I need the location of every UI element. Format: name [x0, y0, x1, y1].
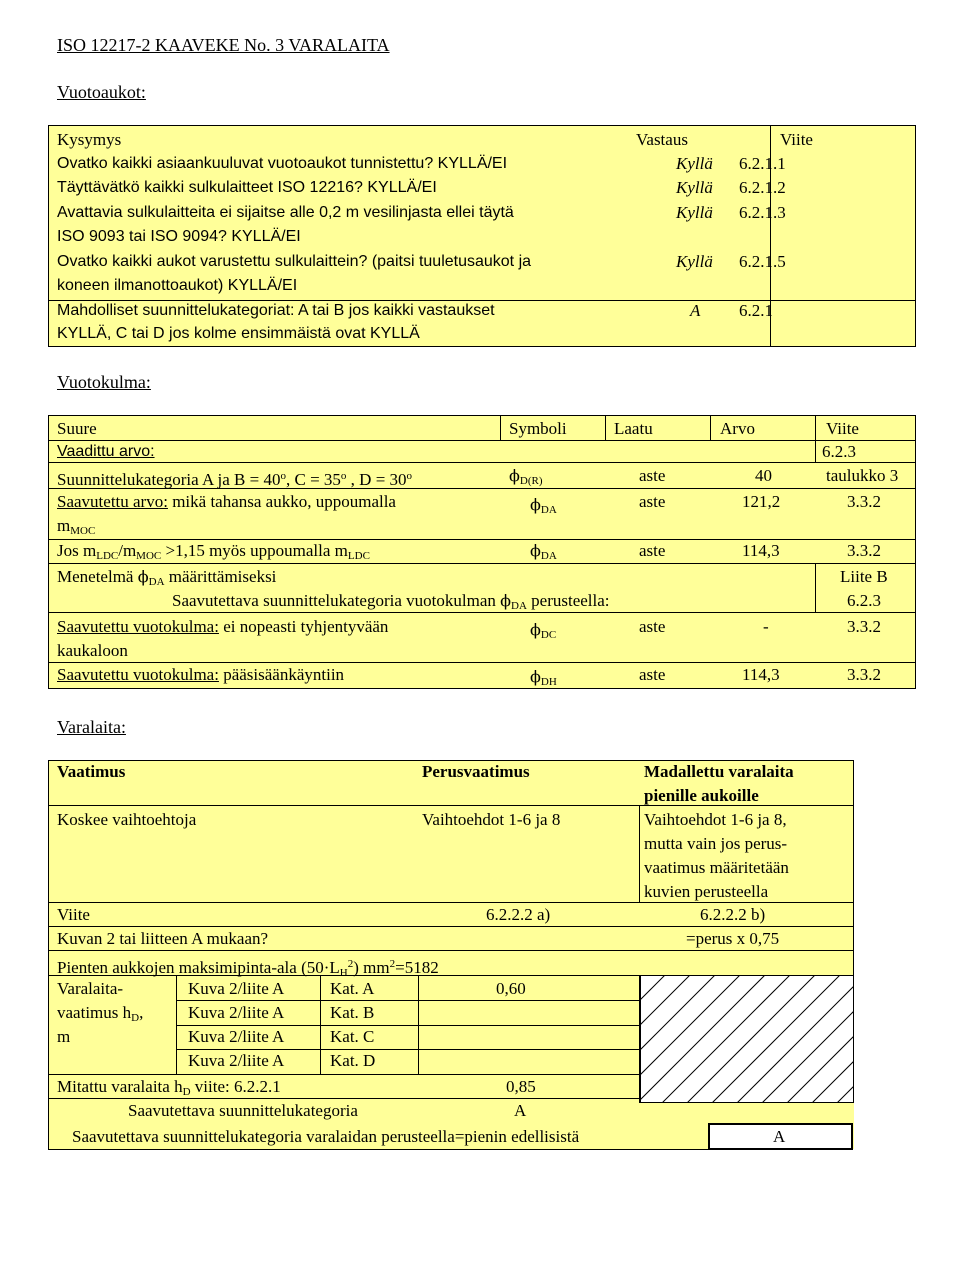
saavutettu-arvo-label: Saavutettu arvo: mikä tahansa aukko, uppoumalla — [57, 492, 396, 511]
kuva-kat-a: Kat. A — [330, 979, 375, 998]
dh-label: Saavutettu vuotokulma: pääsisäänkäyntiin — [57, 665, 345, 684]
ref-1: 6.2.1.1 — [739, 154, 786, 173]
symbol-phi-dh: $\phi_{DH}$ — [530, 667, 557, 688]
saavutettava-value: A — [514, 1101, 527, 1120]
answer-2: Kyllä — [676, 178, 713, 197]
header-vastaus: Vastaus — [636, 130, 688, 149]
vaadittu-arvo-ref: 6.2.3 — [822, 442, 856, 461]
vk-line-1 — [48, 462, 916, 463]
unit-r2: aste — [639, 466, 666, 485]
ref-r2: taulukko 3 — [826, 466, 899, 485]
koskee-label: Koskee vaihtoehtoja — [57, 810, 197, 829]
question-5-line2: KYLLÄ, C tai D jos kolme ensimmäistä ovat KYLLÄ — [57, 325, 420, 342]
ref-r7: 3.3.2 — [847, 617, 881, 636]
vk-line-6 — [48, 662, 916, 663]
dc-label2: kaukaloon — [57, 641, 128, 660]
menetelma-ref: Liite B — [840, 567, 888, 586]
vk-r5-div — [815, 563, 816, 612]
header-symboli: Symboli — [509, 419, 567, 438]
kuva-ref-4: Kuva 2/liite A — [188, 1051, 285, 1070]
vk-hdr-div1 — [500, 415, 501, 440]
ref-r8: 3.3.2 — [847, 665, 881, 684]
kuva-kat-d: Kat. D — [330, 1051, 376, 1070]
question-1: Ovatko kaikki asiaankuuluvat vuotoaukot tunnistettu? KYLLÄ/EI — [57, 155, 508, 172]
mitattu-value: 0,85 — [506, 1077, 536, 1096]
kuva-ref-2: Kuva 2/liite A — [188, 1003, 285, 1022]
req-label-3: m — [57, 1027, 71, 1046]
koskee-basic: Vaihtoehdot 1-6 ja 8 — [422, 810, 561, 829]
header-madallettu-2: pienille aukoille — [644, 786, 759, 805]
symbol-phi-da: $\phi_{DA}$ — [530, 495, 557, 516]
final-category-value: A — [773, 1127, 786, 1146]
kuvan-reduced: =perus x 0,75 — [686, 929, 780, 948]
symbol-phi-dc: $\phi_{DC}$ — [530, 620, 557, 641]
symbol-phi-da-2: $\phi_{DA}$ — [530, 541, 557, 562]
kuva-ref-1: Kuva 2/liite A — [188, 979, 285, 998]
answer-4: Kyllä — [676, 252, 713, 271]
header-suure: Suure — [57, 419, 97, 438]
answer-1: Kyllä — [676, 154, 713, 173]
saavutettu-arvo-label2: $m_{MOC}$ — [57, 516, 96, 537]
achievable-category-ref: 6.2.3 — [847, 591, 881, 610]
question-4-line2: koneen ilmanottoaukot) KYLLÄ/EI — [57, 277, 298, 294]
varalaita-heading: Varalaita: — [57, 717, 126, 737]
ref-3: 6.2.1.3 — [739, 203, 786, 222]
kuva-kat-c: Kat. C — [330, 1027, 375, 1046]
question-3-line1: Avattavia sulkulaitteita ei sijaitse alle 0,2 m vesilinjasta ellei täytä — [57, 204, 514, 221]
kuva-line-4 — [48, 1074, 640, 1075]
req-label-1: Varalaita- — [57, 979, 124, 998]
vl-left — [48, 805, 49, 1103]
unit-r8: aste — [639, 665, 666, 684]
unit-r3: aste — [639, 492, 666, 511]
kuva-val-a: 0,60 — [496, 979, 526, 998]
vl-right-2 — [853, 902, 854, 975]
page-title: ISO 12217-2 KAAVEKE No. 3 VARALAITA — [57, 35, 390, 55]
vuotoaukot-heading: Vuotoaukot: — [57, 82, 146, 102]
pienten-label: Pienten aukkojen maksimipinta-ala $(50\cdot L_H^2)$ $mm^2=5182$ — [57, 958, 439, 979]
vl-right-hdr — [853, 760, 854, 805]
vuotokulma-heading: Vuotokulma: — [57, 372, 151, 392]
kuva-ref-3: Kuva 2/liite A — [188, 1027, 285, 1046]
vaadittu-arvo-label: Vaadittu arvo: — [57, 443, 155, 460]
koskee-reduced-1: Vaihtoehdot 1-6 ja 8, — [644, 810, 787, 829]
vl-left-hdr — [48, 760, 49, 805]
value-r3: 121,2 — [742, 492, 781, 511]
value-r4: 114,3 — [742, 541, 780, 560]
design-category-label: Suunnittelukategoria A ja $B = 40^o$, $C = 35^o$ , $D = 30^o$ — [57, 470, 413, 489]
header-laatu: Laatu — [614, 419, 653, 438]
koskee-reduced-4: kuvien perusteella — [644, 882, 769, 901]
header-viite-2: Viite — [826, 419, 859, 438]
hatched-area — [640, 975, 854, 1103]
symbol-phi-dr: $\phi_{D(R)}$ — [509, 466, 543, 487]
kuva-kat-b: Kat. B — [330, 1003, 375, 1022]
header-perusvaatimus: Perusvaatimus — [422, 762, 530, 781]
question-3-line2: ISO 9093 tai ISO 9094? KYLLÄ/EI — [57, 228, 301, 245]
viite-basic: 6.2.2.2 a) — [486, 905, 551, 924]
unit-r4: aste — [639, 541, 666, 560]
header-kysymys: Kysymys — [57, 130, 122, 149]
req-label-2: vaatimus $h_D$, — [57, 1003, 144, 1024]
kuvan-label: Kuvan 2 tai liitteen A mukaan? — [57, 929, 269, 948]
header-madallettu-1: Madallettu varalaita — [644, 762, 794, 781]
vuotokulma-header-line — [48, 440, 916, 441]
vl-line-3 — [48, 950, 854, 951]
vl-left-final — [48, 1103, 49, 1149]
ldc-label: Jos $m_{LDC}/m_{MOC} >1,15$ myös uppoumalla $m_{LDC}$ — [57, 541, 370, 562]
ref-r4: 3.3.2 — [847, 541, 881, 560]
header-arvo: Arvo — [720, 419, 755, 438]
saavutettava-label: Saavutettava suunnittelukategoria — [128, 1101, 358, 1120]
question-5-line1: Mahdolliset suunnittelukategoriat: A tai B jos kaikki vastaukset — [57, 302, 495, 319]
vk-hdr-div3 — [710, 415, 711, 440]
vk-hdr-div2 — [605, 415, 606, 440]
vk-hdr-div4 — [815, 415, 816, 440]
answer-5: A — [690, 301, 701, 320]
vk-r1-div — [815, 440, 816, 462]
unit-r7: aste — [639, 617, 666, 636]
vl-bottom — [48, 1149, 708, 1150]
mitattu-label: Mitattu varalaita $h_D$ viite: 6.2.2.1 — [57, 1077, 281, 1098]
koskee-reduced-3: vaatimus määritetään — [644, 858, 789, 877]
answer-3: Kyllä — [676, 203, 713, 222]
viite-label: Viite — [57, 905, 90, 924]
header-viite: Viite — [780, 130, 813, 149]
ref-2: 6.2.1.2 — [739, 178, 786, 197]
ref-r3: 3.3.2 — [847, 492, 881, 511]
dc-label: Saavutettu vuotokulma: ei nopeasti tyhjentyvään — [57, 617, 389, 636]
achievable-category-label: Saavutettava suunnittelukategoria vuotokulman $\phi_{DA}$ perusteella: — [172, 591, 610, 612]
menetelma-label: Menetelmä $\phi_{DA}$ määrittämiseksi — [57, 567, 277, 588]
vl-mid — [639, 805, 640, 902]
kuva-line-1 — [176, 1000, 640, 1001]
header-vaatimus: Vaatimus — [57, 762, 126, 781]
question-4-line1: Ovatko kaikki aukot varustettu sulkulaittein? (paitsi tuuletusaukot ja — [57, 253, 532, 270]
value-r7: - — [763, 617, 769, 636]
koskee-reduced-2: mutta vain jos perus- — [644, 834, 788, 853]
ref-5: 6.2.1 — [739, 301, 773, 320]
value-r2: 40 — [755, 466, 772, 485]
vl-line-2 — [48, 926, 854, 927]
vl-right — [853, 805, 854, 902]
final-category-label: Saavutettava suunnittelukategoria varalaidan perusteella=pienin edellisistä — [72, 1127, 580, 1146]
viite-reduced: 6.2.2.2 b) — [700, 905, 766, 924]
question-2: Täyttävätkö kaikki sulkulaitteet ISO 12216? KYLLÄ/EI — [57, 179, 437, 196]
ref-4: 6.2.1.5 — [739, 252, 786, 271]
value-r8: 114,3 — [742, 665, 780, 684]
